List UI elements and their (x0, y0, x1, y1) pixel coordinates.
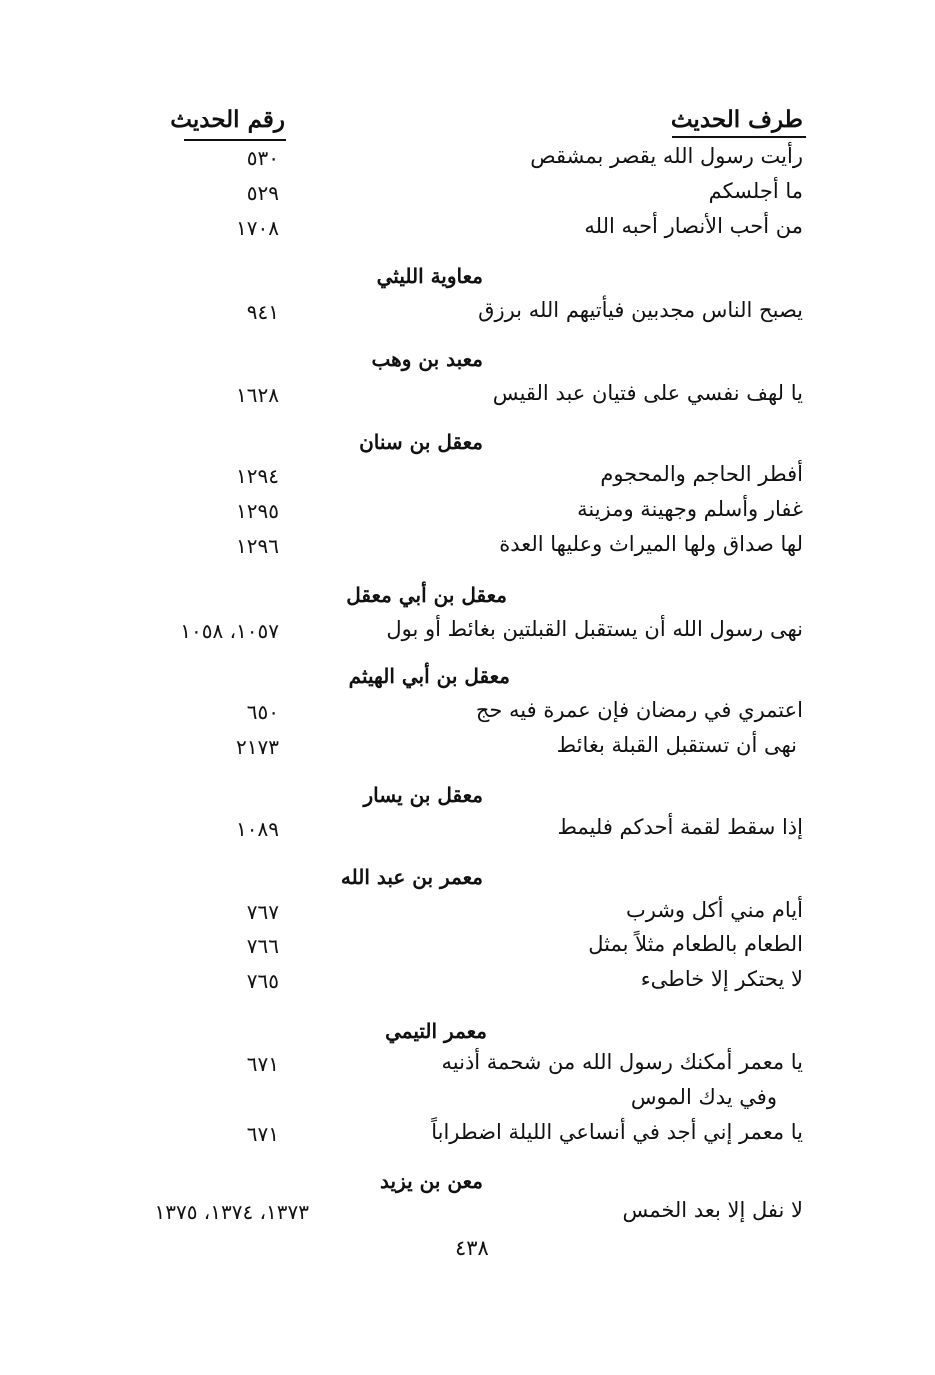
hadith-number: ٧٦٧ (246, 900, 279, 924)
narrator-heading: معمر التيمي (385, 1019, 487, 1043)
hadith-column-rule (672, 136, 806, 138)
hadith-number: ١٦٢٨ (236, 383, 279, 407)
hadith-entry: من أحب الأنصار أحبه الله (584, 214, 803, 238)
hadith-number: ٥٢٩ (246, 181, 279, 205)
hadith-number: ٩٤١ (246, 300, 279, 324)
hadith-entry-continuation: وفي يدك الموس (630, 1085, 777, 1109)
hadith-entry: يا لهف نفسي على فتيان عبد القيس (492, 381, 803, 405)
hadith-entry: رأيت رسول الله يقصر بمشقص (530, 144, 803, 168)
hadith-entry: يا معمر أمكنك رسول الله من شحمة أذنيه (441, 1050, 803, 1074)
narrator-heading: معقل بن يسار (363, 783, 483, 807)
hadith-number: ١٢٩٦ (236, 534, 279, 558)
hadith-number: ٧٦٥ (246, 969, 279, 993)
hadith-entry: لا نفل إلا بعد الخمس (622, 1198, 803, 1222)
hadith-number: ١٠٥٧، ١٠٥٨ (180, 619, 279, 643)
hadith-number: ٧٦٦ (246, 934, 279, 958)
narrator-heading: معمر بن عبد الله (340, 865, 483, 889)
hadith-number: ١٠٨٩ (236, 817, 279, 841)
hadith-column-header: طرف الحديث (670, 106, 803, 133)
hadith-number: ٥٣٠ (246, 146, 279, 170)
hadith-entry: ما أجلسكم (708, 179, 803, 203)
hadith-entry: لا يحتكر إلا خاطىء (640, 967, 803, 991)
narrator-heading: معقل بن سنان (359, 430, 483, 454)
narrator-heading: معبد بن وهب (371, 347, 483, 371)
hadith-number: ٦٥٠ (246, 700, 279, 724)
hadith-entry: غفار وأسلم وجهينة ومزينة (577, 497, 803, 521)
hadith-entry: يا معمر إني أجد في أنساعي الليلة اضطراباً (431, 1120, 803, 1144)
hadith-number: ١٢٩٤ (236, 464, 279, 488)
hadith-entry: إذا سقط لقمة أحدكم فليمط (557, 815, 803, 839)
number-column-header: رقم الحديث (170, 106, 285, 133)
hadith-entry: أيام مني أكل وشرب (625, 898, 803, 922)
hadith-entry: يصبح الناس مجدبين فيأتيهم الله برزق (478, 298, 803, 322)
hadith-entry: لها صداق ولها الميراث وعليها العدة (499, 532, 803, 556)
hadith-number: ٦٧١ (246, 1052, 279, 1076)
page-number: ٤٣٨ (455, 1236, 489, 1260)
narrator-heading: معقل بن أبي معقل (346, 583, 507, 607)
hadith-entry: أفطر الحاجم والمحجوم (600, 462, 803, 486)
hadith-entry: نهى رسول الله أن يستقبل القبلتين بغائط أو بول (386, 617, 803, 641)
hadith-number: ٦٧١ (246, 1122, 279, 1146)
narrator-heading: معن بن يزيد (380, 1169, 483, 1193)
hadith-number: ٢١٧٣ (236, 735, 279, 759)
hadith-number: ١٢٩٥ (236, 499, 279, 523)
number-column-rule (184, 139, 286, 141)
hadith-entry: اعتمري في رمضان فإن عمرة فيه حج (475, 698, 803, 722)
hadith-number: ١٣٧٣، ١٣٧٤، ١٣٧٥ (154, 1200, 309, 1224)
hadith-entry: نهى أن تستقبل القبلة بغائط (556, 733, 797, 757)
hadith-number: ١٧٠٨ (236, 216, 279, 240)
narrator-heading: معقل بن أبي الهيثم (348, 664, 510, 688)
hadith-entry: الطعام بالطعام مثلاً بمثل (588, 932, 803, 956)
narrator-heading: معاوية الليثي (376, 264, 483, 288)
